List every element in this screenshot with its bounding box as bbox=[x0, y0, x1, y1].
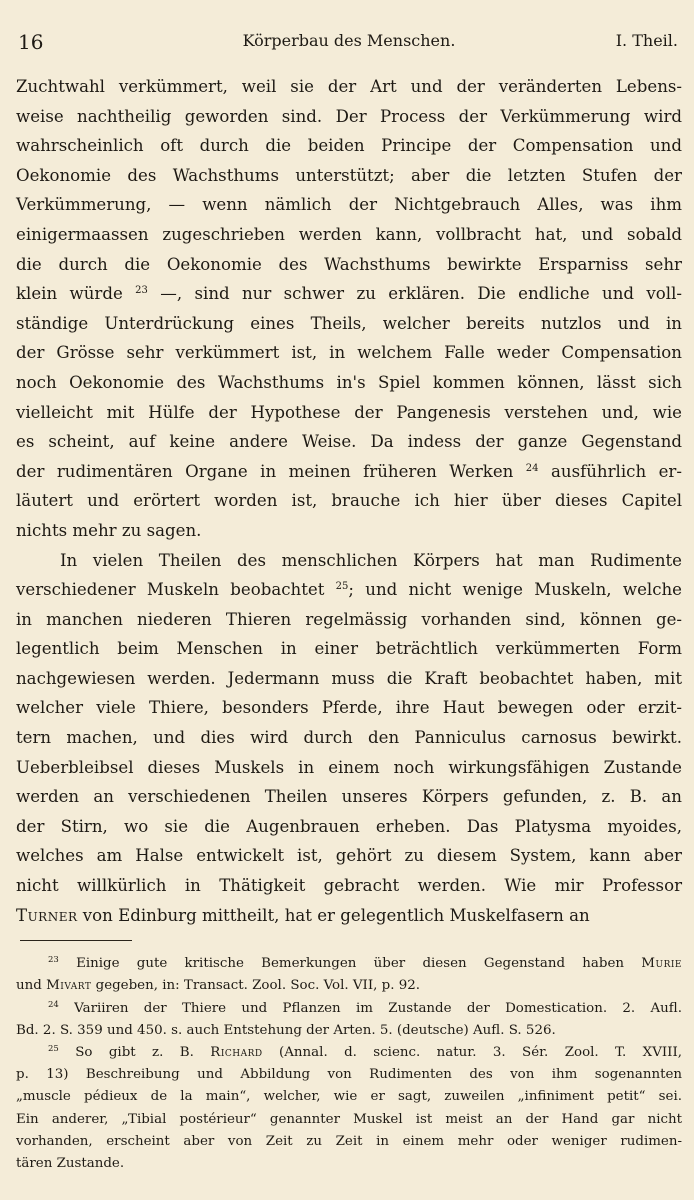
small-caps-name: Mivart bbox=[46, 978, 92, 994]
small-caps-name: Turner bbox=[16, 905, 78, 925]
text-line bbox=[16, 457, 682, 487]
text-run: So gibt z. B. bbox=[75, 1044, 211, 1060]
footnote-line: vorhanden, erscheint aber von Zeit zu Zeit in einem mehr oder weniger rudimen- bbox=[16, 1133, 682, 1149]
text-line: welches am Halse entwickelt ist, gehört zu diesem System, kann aber bbox=[16, 846, 682, 866]
text-line: der Stirn, wo sie die Augenbrauen erheben. Das Platysma myoides, bbox=[16, 816, 682, 836]
body-text bbox=[16, 72, 682, 930]
text-run: ; und nicht wenige Muskeln, welche bbox=[348, 580, 682, 600]
footnote-text: Variiren der Thiere und Pflanzen im Zustande der Domestication. 2. Aufl. bbox=[74, 1000, 682, 1016]
footnote-line bbox=[16, 975, 682, 997]
text-run: Einige gute kritische Bemerkungen über diesen Gegenstand haben bbox=[76, 956, 642, 972]
text-line: es scheint, auf keine andere Weise. Da indess der ganze Gegenstand bbox=[16, 432, 682, 452]
text-run: verschiedener Muskeln beobachtet bbox=[16, 580, 336, 600]
text-line: legentlich beim Menschen in einer beträchtlich verkümmerten Form bbox=[16, 639, 682, 659]
text-run: ausführlich er- bbox=[538, 461, 682, 481]
footnote-rule bbox=[20, 940, 132, 941]
footnote bbox=[16, 953, 682, 997]
running-title: Körperbau des Menschen. bbox=[242, 31, 456, 50]
text-line: Oekonomie des Wachsthums unterstützt; aber die letzten Stufen der bbox=[16, 165, 682, 185]
footnote bbox=[16, 998, 682, 1042]
text-run: —, sind nur schwer zu erklären. Die endliche und voll- bbox=[147, 284, 682, 304]
text-line: nachgewiesen werden. Jedermann muss die Kraft beobachtet haben, mit bbox=[16, 668, 682, 688]
text-line bbox=[16, 901, 682, 931]
footnote-line: tären Zustande. bbox=[16, 1155, 125, 1171]
text-line: einigermaassen zugeschrieben werden kann, vollbracht hat, und sobald bbox=[16, 224, 682, 244]
footnote bbox=[16, 1042, 682, 1175]
text-line: weise nachtheilig geworden sind. Der Process der Verkümmerung wird bbox=[16, 106, 682, 126]
text-run: und bbox=[16, 978, 47, 994]
text-line: vielleicht mit Hülfe der Hypothese der Pangenesis verstehen und, wie bbox=[16, 402, 682, 422]
text-line: ständige Unterdrückung eines Theils, welcher bereits nutzlos und in bbox=[16, 313, 682, 333]
text-line: nicht willkürlich in Thätigkeit gebracht werden. Wie mir Professor bbox=[16, 876, 682, 896]
text-line: welcher viele Thiere, besonders Pferde, ihre Haut bewegen oder erzit- bbox=[16, 698, 682, 718]
footnote-mark: 24 bbox=[48, 999, 59, 1010]
footnote-mark: 23 bbox=[48, 955, 59, 966]
page-number: 16 bbox=[18, 30, 44, 54]
text-line: Verkümmerung, — wenn nämlich der Nichtgebrauch Alles, was ihm bbox=[16, 195, 682, 215]
footnote-mark: 25 bbox=[48, 1043, 59, 1054]
running-head bbox=[16, 30, 682, 60]
footnote-line: Bd. 2. S. 359 und 450. s. auch Entstehung der Arten. 5. (deutsche) Aufl. S. 526. bbox=[16, 1022, 556, 1038]
text-line bbox=[16, 575, 682, 605]
text-line bbox=[16, 279, 682, 309]
small-caps-name: Murie bbox=[641, 956, 682, 972]
text-run: gegeben, in: Transact. Zool. Soc. Vol. VII, p. 92. bbox=[91, 978, 421, 994]
footnotes bbox=[16, 953, 682, 1175]
footnote-line: „muscle pédieux de la main“, welcher, wie er sagt, zuweilen „infiniment petit“ sei. bbox=[16, 1089, 682, 1105]
paragraph bbox=[16, 72, 682, 546]
text-run: (Annal. d. scienc. natur. 3. Sér. Zool. T. XVIII, bbox=[262, 1044, 682, 1060]
text-line: läutert und erörtert worden ist, brauche ich hier über dieses Capitel bbox=[16, 491, 682, 511]
text-run: der rudimentären Organe in meinen früheren Werken bbox=[16, 461, 526, 481]
small-caps-name: Richard bbox=[210, 1044, 263, 1060]
text-line: die durch die Oekonomie des Wachsthums bewirkte Ersparniss sehr bbox=[16, 254, 682, 274]
footnote-line bbox=[16, 1042, 682, 1064]
footnote-text bbox=[75, 1045, 682, 1060]
text-line: noch Oekonomie des Wachsthums in's Spiel kommen können, lässt sich bbox=[16, 372, 682, 392]
footnote-ref: 23 bbox=[135, 285, 148, 297]
text-line: in manchen niederen Thieren regelmässig vorhanden sind, können ge- bbox=[16, 609, 682, 629]
footnote-ref: 24 bbox=[525, 462, 539, 474]
text-line: werden an verschiedenen Theilen unseres Körpers gefunden, z. B. an bbox=[16, 787, 682, 807]
footnote-line bbox=[16, 998, 682, 1020]
text-line: In vielen Theilen des menschlichen Körpers hat man Rudimente bbox=[60, 550, 682, 570]
footnote-ref: 25 bbox=[335, 581, 349, 593]
text-line: Zuchtwahl verkümmert, weil sie der Art und der veränderten Lebens- bbox=[16, 77, 682, 96]
paragraph bbox=[16, 546, 682, 931]
text-run: klein würde bbox=[16, 284, 136, 304]
footnote-line bbox=[16, 953, 682, 975]
text-line: nichts mehr zu sagen. bbox=[16, 520, 202, 540]
footnote-text bbox=[76, 956, 682, 971]
footnote-line: p. 13) Beschreibung und Abbildung von Rudimenten des von ihm sogenannten bbox=[16, 1067, 682, 1083]
text-line: Ueberbleibsel dieses Muskels in einem noch wirkungsfähigen Zustande bbox=[16, 757, 682, 777]
footnote-line: Ein anderer, „Tibial postérieur“ genannter Muskel ist meist an der Hand gar nicht bbox=[16, 1111, 682, 1127]
text-run: von Edinburg mittheilt, hat er gelegentlich Muskelfasern an bbox=[77, 905, 590, 925]
text-line: der Grösse sehr verkümmert ist, in welchem Falle weder Compensation bbox=[16, 343, 682, 363]
text-line: tern machen, und dies wird durch den Panniculus carnosus bewirkt. bbox=[16, 728, 682, 748]
text-line: wahrscheinlich oft durch die beiden Principe der Compensation und bbox=[16, 136, 682, 156]
part-label: I. Theil. bbox=[615, 31, 678, 50]
